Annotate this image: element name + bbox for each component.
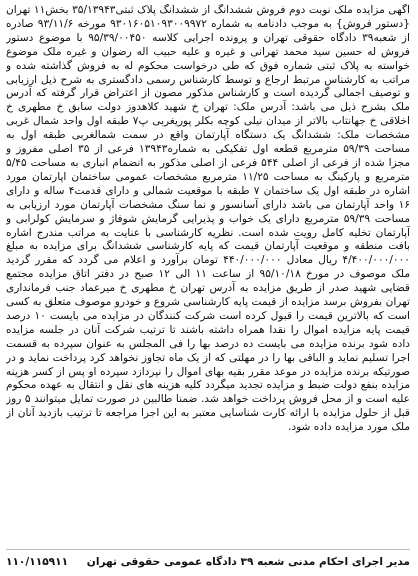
notice-footer — [6, 554, 410, 570]
notice-body-text: آگهی مزایده ملک نوبت دوم فروش ششدانگ از ششدانگ پلاک ثبتی۳۵/۱۳۹۴۳ بخش۱۱ تهران {دستور فروش} به موجب دادنامه به شماره ۹۳۰۱۶۰۵۱۰۹۳۰۰۹۹۷۲ مورخه ۹۳/۱۱/۶ صادره از شعبه۳۹ دادگاه حقوقی تهران و پرونده اجرایی کلاسه ۹۵/۳۹/۰۰۴۵۰ با موضوع دستور فروش له حسین سید محمد تهرانی و غیره و علیه حبیب اله رضوان و غیره ملک موضوع خواسته به پلاک ثبتی شماره فوق که طی درخواست محکوم له به فروش گذاشته شده و مراتب به کارشناس مرتبط ارجاع و توسط کارشناس رسمی دادگستری به شرح ذیل ارزیابی و توصیف اجمالی گردیده است و کارشناس مذکور مصون از اعتراض قرار گرفته که آدرس ملک بشرح ذیل می باشد: آدرس ملک: تهران خ شهید کلاهدوز دولت سابق خ مطهری خ اخلاقی خ جهانتاب بالاتر از میدان نیلی کوچه بکلر پوریغربی پ۷ طبقه اول واحد شمال غربی مشخصات ملک: ششدانگ یک دستگاه آپارتمان واقع در سمت شمالغربی طبقه اول به مساحت ۵۹/۳۹ مترمربع قطعه اول تفکیکی به شماره۱۳۹۴۳ فرعی از ۳۵ اصلی مفروز و مجزا شده از فرعی از اصلی ۵۴۴ فرعی از اصلی مذکور به انضمام انباری به مساحت ۵/۴۵ مترمربع و پارکینگ به مساحت ۱۱/۲۵ مترمربع مشخصات عمومی ساختمان اپارتمان مورد اشاره در طبقه اول یک ساختمان ۷ طبقه با موقعیت شمالی و دارای قدمت۴ ساله و دارای ۱۶ واحد آپارتمان می باشد دارای آسانسور و نما سنگ مشخصات آپارتمان مورد ارزیابی به مساحت ۵۹/۳۹ مترمربع دارای یک خواب و پذیرایی گرمایش شوفاژ و سرمایش کولرابی و آپارتمان تخلیه کامل رویت شده است. نظریه کارشناسی با عنایت به مراتب مندرج اشاره بافت منطقه و موقعیت آپارتمان قیمت که پایه کارشناسی ششدانگ برای مزایده به مبلغ ۴/۴۰۰/۰۰۰/۰۰۰ ریال معادل ۴۴۰/۰۰۰/۰۰۰ تومان برآورد و اعلام می گردد که مقرر گردید ملک موصوف در مورخ ۹۵/۱۰/۱۸ از ساعت ۱۱ الی ۱۲ صبح در دفتر اتاق مزایده مجتمع قضایی شهید صدر از طریق مزایده به آدرس تهران خ مطهری خ میرعماد جنب فرمانداری تهران بفروش برسد مزایده از قیمت پایه کارشناسی شروع و خودرو موصوف متعلق به کسی است که بالاترین قیمت را قبول کرده است شرکت کنندگان در مزایده می بایست ۱۰ درصد قیمت پایه مزایده اموال را نقدا همراه داشته باشند تا ترتیب شرکت آنان در جلسه مزایده داده شود برنده مزایده می بایست ده درصد بها را فی المجلس به عنوان سپرده به قسمت اجرا تسلیم نماید و الباقی بها را در مهلتی که از یک ماه تجاوز نخواهد کرد پرداخت نماید و در صورتیکه برنده مزایده در موعد مقرر بقیه بهای اموال را نپردازد سپرده او پس از کسر هزینه مزایده بنفع دولت ضبط و مزایده تجدید میگردد کلیه هزینه های نقل و انتقال به عهده محکوم علیه است و از محل فروش پرداخت خواهد شد. ضمنا طالبین در صورت تمایل میتوانند ۵ روز قبل از حلول مزایده با ارائه کارت شناسایی معتبر به این اجرا مراجعه تا ترتیب بازدید آنان از ملک مورد مزایده داده شود. — [6, 4, 410, 434]
auction-notice — [6, 4, 410, 544]
footer-code: ۱۱۰/۱۱۵۹۱۱ — [6, 556, 69, 568]
footer-divider — [6, 549, 410, 550]
footer-signature: مدیر اجرای احکام مدنی شعبه ۳۹ دادگاه عمومی حقوقی تهران — [86, 556, 410, 568]
